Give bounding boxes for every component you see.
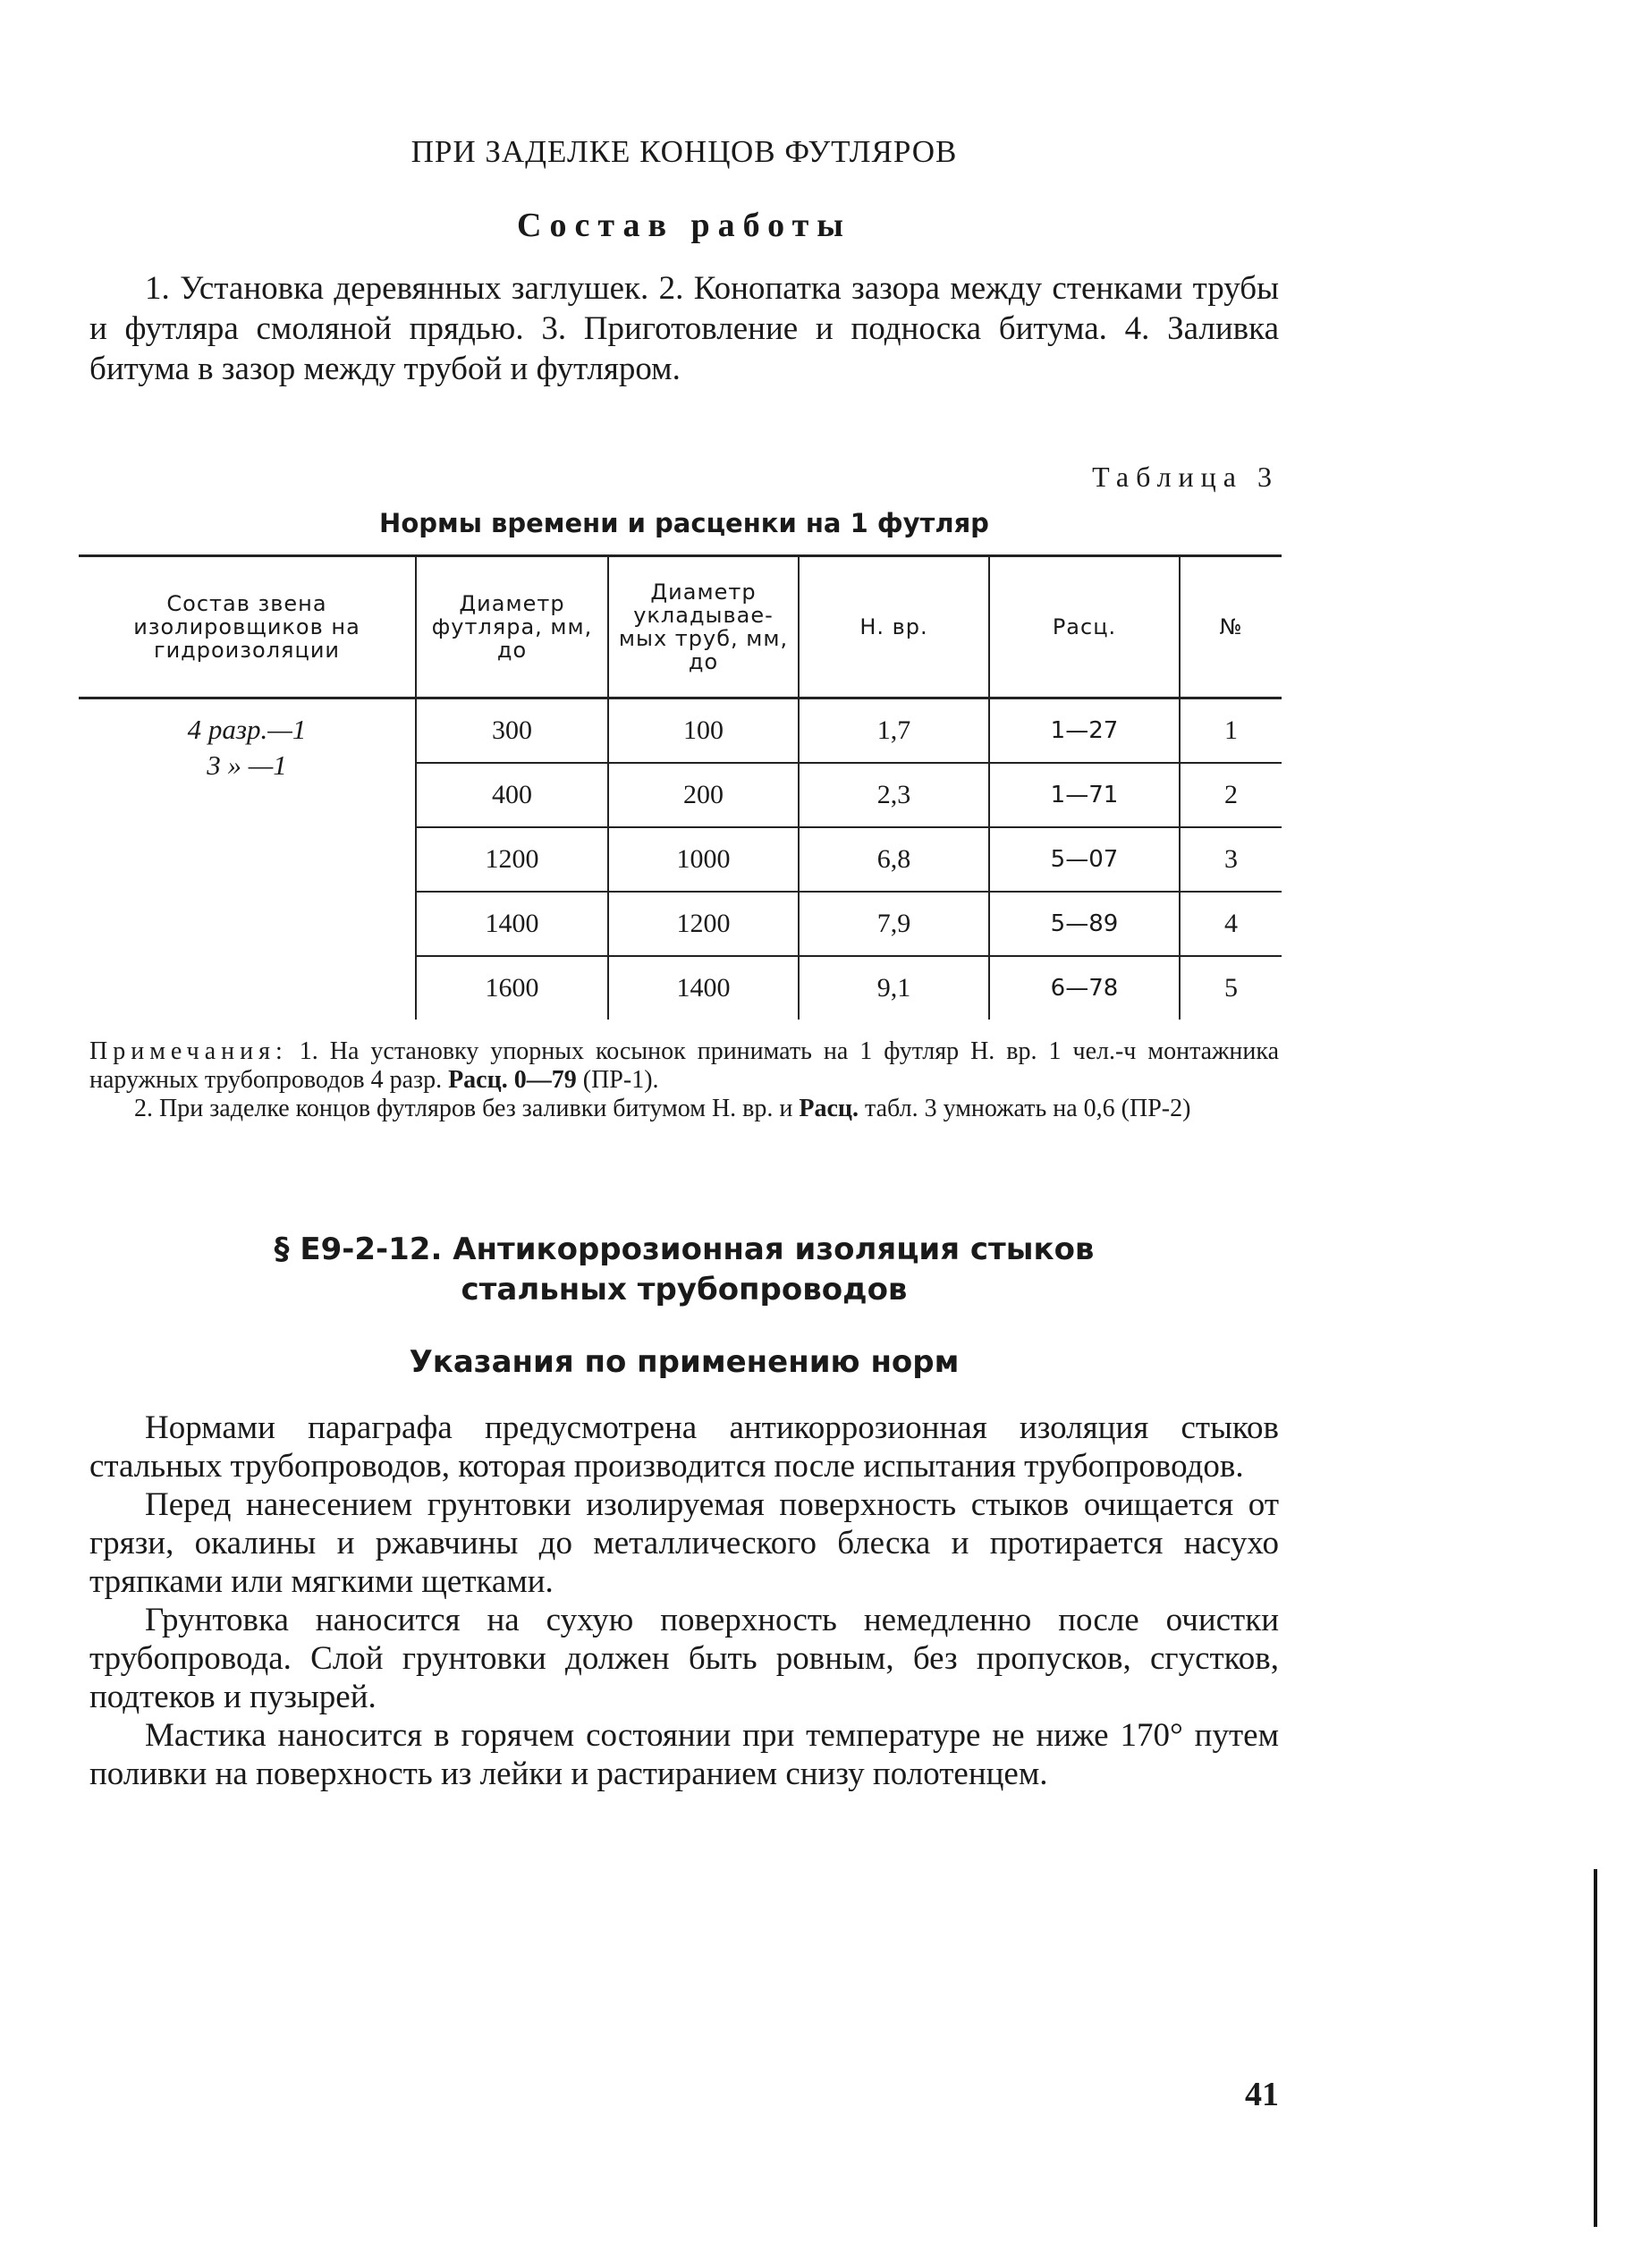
cell-num: 3 <box>1180 827 1282 892</box>
scan-edge-line <box>1594 1869 1597 2227</box>
paragraph-title-line-1: § Е9-2-12. Антикоррозионная изоляция стыков <box>274 1231 1095 1267</box>
note-1-ref: (ПР-1). <box>576 1066 659 1094</box>
column-header-norm: Н. вр. <box>799 556 989 698</box>
paragraph-title-line-2: стальных трубопроводов <box>461 1272 908 1307</box>
note-1-text: 1. На установку упорных косынок принимать на 1 футляр Н. вр. 1 чел.-ч монтажника наружных трубопроводов 4 разр. <box>89 1037 1279 1094</box>
cell-rate: 1—71 <box>989 763 1180 827</box>
body-paragraph: Перед нанесением грунтовки изолируемая поверхность стыков очищается от грязи, окалины и ржавчины до металлического блеска и протирается насухо тряпками или мягкими щетками. <box>89 1486 1279 1600</box>
cell-case-diameter: 1600 <box>416 956 608 1020</box>
note-2-rate: Расц. <box>799 1095 859 1122</box>
cell-pipe-diameter: 200 <box>608 763 799 827</box>
note-2-ref: табл. 3 умножать на 0,6 (ПР-2) <box>859 1095 1191 1122</box>
instructions-title: Указания по применению норм <box>409 1344 960 1380</box>
column-header-pipe-diameter: Диаметр укладывае-мых труб, мм, до <box>608 556 799 698</box>
table-notes <box>89 1037 1279 1123</box>
cell-norm: 1,7 <box>799 698 989 764</box>
table-number: Таблица 3 <box>1092 461 1279 493</box>
cell-num: 2 <box>1180 763 1282 827</box>
column-header-case-diameter: Диаметр футляра, мм, до <box>416 556 608 698</box>
table-caption: Нормы времени и расценки на 1 футляр <box>379 508 989 538</box>
instructions-body <box>89 1409 1279 1793</box>
note-1-rate: Расц. 0—79 <box>448 1066 577 1094</box>
work-composition-text: 1. Установка деревянных заглушек. 2. Конопатка зазора между стенками трубы и футляра смоляной прядью. 3. Приготовление и подноска битума. 4. Заливка битума в зазор между трубой и футляром. <box>89 270 1279 387</box>
section-heading: ПРИ ЗАДЕЛКЕ КОНЦОВ ФУТЛЯРОВ <box>410 134 958 169</box>
table-header-row <box>79 556 1282 698</box>
brigade-line-1: 4 разр.—1 <box>187 714 307 745</box>
page-number: 41 <box>1245 2076 1279 2113</box>
cell-case-diameter: 300 <box>416 698 608 764</box>
table-row <box>79 698 1282 764</box>
cell-pipe-diameter: 1400 <box>608 956 799 1020</box>
cell-norm: 7,9 <box>799 892 989 956</box>
brigade-line-2: 3 » —1 <box>207 749 287 781</box>
body-paragraph: Грунтовка наносится на сухую поверхность немедленно после очистки трубопровода. Слой грунтовки должен быть ровным, без пропусков, сгустков, подтеков и пузырей. <box>89 1602 1279 1715</box>
note-2-text: 2. При заделке концов футляров без заливки битумом Н. вр. и <box>134 1095 800 1122</box>
cell-pipe-diameter: 1000 <box>608 827 799 892</box>
cell-num: 4 <box>1180 892 1282 956</box>
cell-pipe-diameter: 100 <box>608 698 799 764</box>
norms-table <box>79 554 1282 1020</box>
cell-norm: 2,3 <box>799 763 989 827</box>
paragraph-title <box>89 1230 1279 1310</box>
cell-rate: 5—07 <box>989 827 1180 892</box>
cell-case-diameter: 1200 <box>416 827 608 892</box>
cell-case-diameter: 1400 <box>416 892 608 956</box>
work-composition-title: Состав работы <box>517 207 851 244</box>
cell-norm: 9,1 <box>799 956 989 1020</box>
note-2 <box>89 1095 1279 1123</box>
column-header-brigade: Состав звена изолировщиков на гидроизоляции <box>79 556 416 698</box>
note-1 <box>89 1037 1279 1095</box>
cell-rate: 6—78 <box>989 956 1180 1020</box>
body-paragraph: Мастика наносится в горячем состоянии при температуре не ниже 170° путем поливки на поверхность из лейки и растиранием снизу полотенцем. <box>89 1717 1279 1792</box>
cell-pipe-diameter: 1200 <box>608 892 799 956</box>
cell-case-diameter: 400 <box>416 763 608 827</box>
notes-label: Примечания: <box>89 1037 288 1065</box>
body-paragraph: Нормами параграфа предусмотрена антикоррозионная изоляция стыков стальных трубопроводов, которая производится после испытания трубопроводов. <box>89 1409 1279 1485</box>
cell-rate: 1—27 <box>989 698 1180 764</box>
cell-rate: 5—89 <box>989 892 1180 956</box>
cell-num: 5 <box>1180 956 1282 1020</box>
cell-num: 1 <box>1180 698 1282 764</box>
column-header-rate: Расц. <box>989 556 1180 698</box>
brigade-cell <box>79 698 416 1020</box>
column-header-num: № <box>1180 556 1282 698</box>
cell-norm: 6,8 <box>799 827 989 892</box>
